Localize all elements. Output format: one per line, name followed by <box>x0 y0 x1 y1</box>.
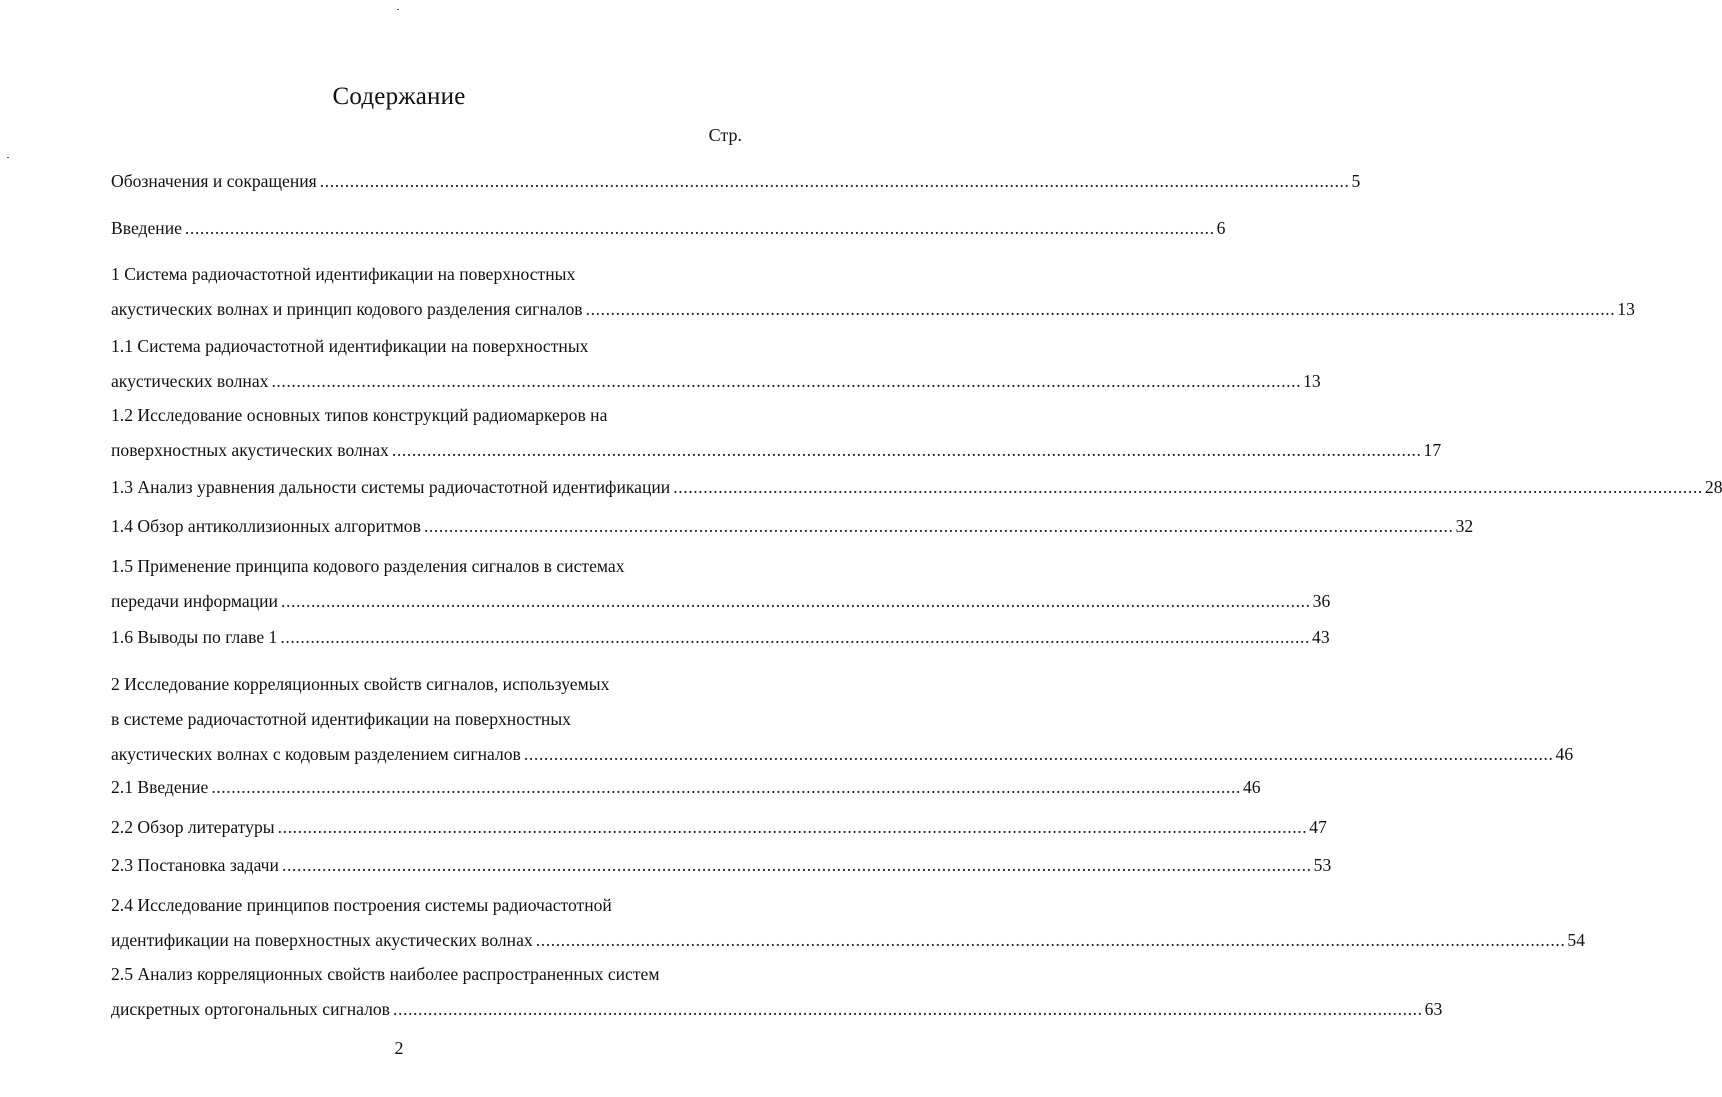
toc-dot-leader: .............................................................................................................................................................................................................. <box>277 817 1308 837</box>
toc-entry-title: в системе радиочастотной идентификации на поверхностных <box>111 709 571 729</box>
toc-dot-leader: .............................................................................................................................................................................................................. <box>673 477 1703 497</box>
toc-entry-title: 2.2 Обзор литературы <box>111 817 275 837</box>
toc-entry[interactable] <box>111 770 1261 805</box>
toc-dot-leader: .............................................................................................................................................................................................................. <box>392 999 1423 1019</box>
toc-entry[interactable] <box>111 211 1226 246</box>
toc-dot-leader: .............................................................................................................................................................................................................. <box>271 371 1302 391</box>
toc-entry-title: поверхностных акустических волнах <box>111 440 389 460</box>
scan-speck <box>397 9 399 10</box>
toc-entry-title: 2.4 Исследование принципов построения системы радиочастотной <box>111 895 612 915</box>
toc-entry-title: Обозначения и сокращения <box>111 171 317 191</box>
toc-entry-title: 1.1 Система радиочастотной идентификации на поверхностных <box>111 336 589 356</box>
toc-entry[interactable] <box>111 329 1321 399</box>
toc-dot-leader: .............................................................................................................................................................................................................. <box>585 299 1616 319</box>
toc-entry-title: 2.5 Анализ корреляционных свойств наиболее распространенных систем <box>111 964 660 984</box>
toc-entry[interactable] <box>111 257 1635 327</box>
toc-entry-page: 46 <box>1555 744 1574 764</box>
toc-dot-leader: .............................................................................................................................................................................................................. <box>211 777 1241 797</box>
toc-entry-page: 36 <box>1312 591 1331 611</box>
toc-entry-title: 1 Система радиочастотной идентификации на поверхностных <box>111 264 576 284</box>
toc-entry-title: дискретных ортогональных сигналов <box>111 999 390 1019</box>
toc-entry-page: 13 <box>1617 299 1635 319</box>
toc-entry-page: 5 <box>1351 171 1361 191</box>
toc-entry-title: 2.1 Введение <box>111 777 209 797</box>
toc-entry[interactable] <box>111 957 1443 1027</box>
toc-entry-title: 1.5 Применение принципа кодового разделения сигналов в системах <box>111 556 625 576</box>
scan-speck <box>7 157 9 158</box>
toc-entry-page: 46 <box>1243 777 1261 797</box>
toc-entry-page: 53 <box>1313 855 1332 875</box>
toc-entry-title: передачи информации <box>111 591 278 611</box>
toc-entry-page: 43 <box>1312 627 1330 647</box>
toc-dot-leader: .............................................................................................................................................................................................................. <box>523 744 1554 764</box>
toc-entry[interactable] <box>111 667 1574 772</box>
toc-dot-leader: .............................................................................................................................................................................................................. <box>535 930 1566 950</box>
toc-dot-leader: .............................................................................................................................................................................................................. <box>391 440 1422 460</box>
toc-entry-page: 17 <box>1423 440 1442 460</box>
toc-entry-page: 32 <box>1455 516 1474 536</box>
toc-entry[interactable] <box>111 810 1327 845</box>
toc-entry-title: Введение <box>111 218 182 238</box>
toc-entry[interactable] <box>111 620 1330 655</box>
toc-entry-page: 6 <box>1216 218 1226 238</box>
toc-entry[interactable] <box>111 509 1474 544</box>
toc-entry[interactable] <box>111 848 1332 883</box>
toc-dot-leader: .............................................................................................................................................................................................................. <box>281 855 1312 875</box>
page-column-label: Стр. <box>708 125 742 145</box>
toc-entry-title: 1.6 Выводы по главе 1 <box>111 627 278 647</box>
toc-dot-leader: .............................................................................................................................................................................................................. <box>184 218 1215 238</box>
page-number: 2 <box>394 1038 404 1058</box>
toc-entry-title: 2 Исследование корреляционных свойств сигналов, используемых <box>111 674 610 694</box>
toc-entry[interactable] <box>111 164 1361 199</box>
toc-entry-title: 2.3 Постановка задачи <box>111 855 279 875</box>
toc-entry[interactable] <box>111 549 1331 619</box>
toc-dot-leader: .............................................................................................................................................................................................................. <box>319 171 1350 191</box>
toc-entry-title: идентификации на поверхностных акустических волнах <box>111 930 533 950</box>
toc-dot-leader: .............................................................................................................................................................................................................. <box>280 591 1311 611</box>
toc-entry-title: 1.2 Исследование основных типов конструкций радиомаркеров на <box>111 405 608 425</box>
toc-entry-title: акустических волнах и принцип кодового разделения сигналов <box>111 299 583 319</box>
toc-entry-title: акустических волнах с кодовым разделением сигналов <box>111 744 521 764</box>
toc-entry[interactable] <box>111 398 1442 468</box>
toc-entry-title: 1.3 Анализ уравнения дальности системы радиочастотной идентификации <box>111 477 671 497</box>
page-title: Содержание <box>332 83 466 110</box>
toc-entry-page: 54 <box>1567 930 1585 950</box>
toc-entry[interactable] <box>111 470 1722 505</box>
toc-dot-leader: .............................................................................................................................................................................................................. <box>423 516 1454 536</box>
toc-entry-page: 63 <box>1424 999 1443 1019</box>
toc-entry[interactable] <box>111 888 1585 958</box>
toc-entry-page: 28 <box>1704 477 1722 497</box>
toc-entry-title: 1.4 Обзор антиколлизионных алгоритмов <box>111 516 421 536</box>
toc-entry-page: 47 <box>1309 817 1327 837</box>
toc-entry-title: акустических волнах <box>111 371 269 391</box>
toc-dot-leader: .............................................................................................................................................................................................................. <box>280 627 1311 647</box>
toc-entry-page: 13 <box>1303 371 1321 391</box>
